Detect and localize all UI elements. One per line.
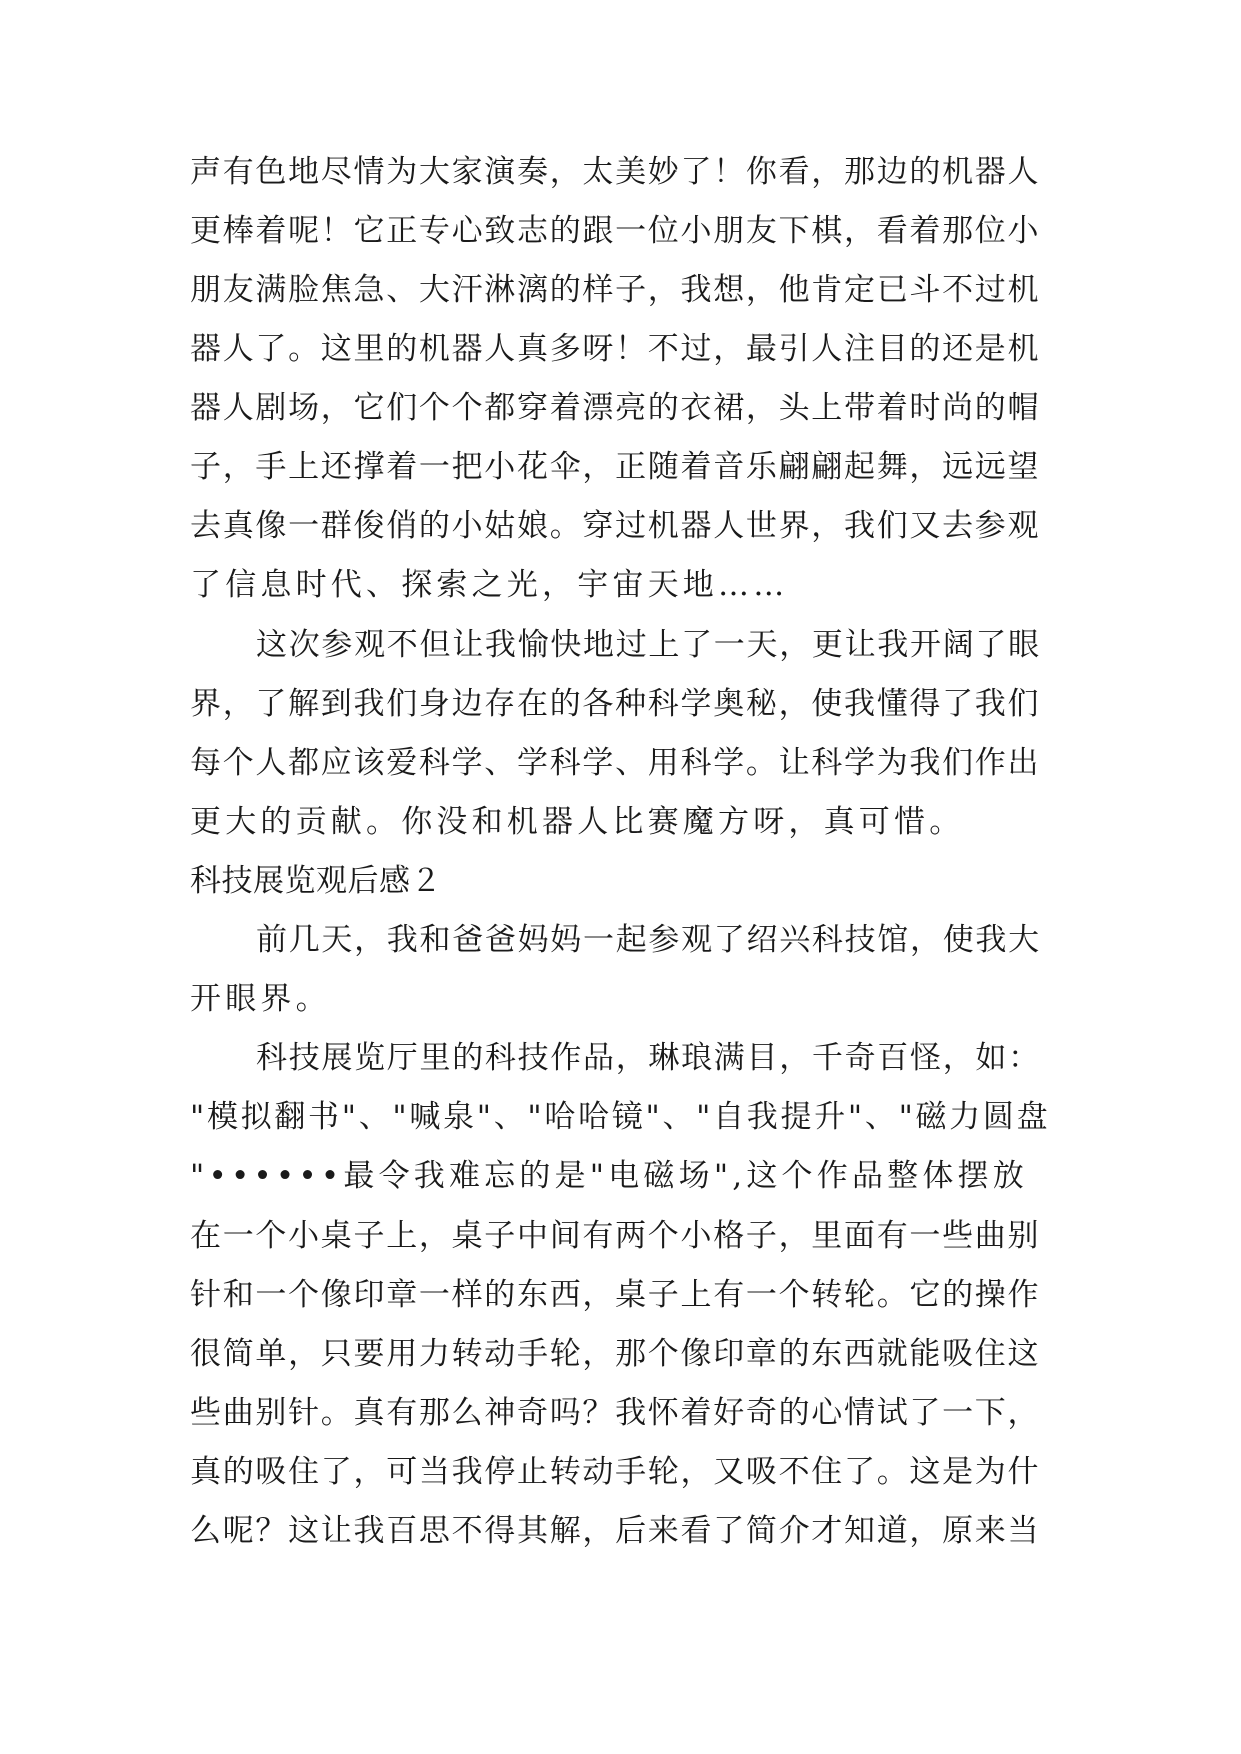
text-line: 针和一个像印章一样的东西，桌子上有一个转轮。它的操作 bbox=[190, 1277, 1041, 1313]
text-line: 每个人都应该爱科学、学科学、用科学。让科学为我们作出 bbox=[190, 745, 1041, 781]
text-line: "模拟翻书"、"喊泉"、"哈哈镜"、"自我提升"、"磁力圆盘 bbox=[190, 1099, 1051, 1135]
text-line: 更棒着呢！它正专心致志的跟一位小朋友下棋，看着那位小 bbox=[190, 213, 1041, 249]
text-line: 器人了。这里的机器人真多呀！不过，最引人注目的还是机 bbox=[190, 331, 1041, 367]
text-line: 界，了解到我们身边存在的各种科学奥秘，使我懂得了我们 bbox=[190, 686, 1041, 722]
text-line: 了信息时代、探索之光，宇宙天地…… bbox=[190, 567, 789, 603]
text-line: 真的吸住了，可当我停止转动手轮，又吸不住了。这是为什 bbox=[190, 1454, 1041, 1490]
text-line: 这次参观不但让我愉快地过上了一天，更让我开阔了眼 bbox=[256, 627, 1041, 663]
text-line: 开眼界。 bbox=[190, 981, 331, 1017]
text-line: 很简单，只要用力转动手轮，那个像印章的东西就能吸住这 bbox=[190, 1336, 1041, 1372]
text-line: 科技展览厅里的科技作品，琳琅满目，千奇百怪，如： bbox=[256, 1040, 1041, 1076]
text-line: "••••••最令我难忘的是"电磁场",这个作品整体摆放 bbox=[190, 1158, 1028, 1194]
text-line: 么呢？这让我百思不得其解，后来看了简介才知道，原来当 bbox=[190, 1513, 1041, 1549]
text-line: 前几天，我和爸爸妈妈一起参观了绍兴科技馆，使我大 bbox=[256, 922, 1041, 958]
text-line: 声有色地尽情为大家演奏，太美妙了！你看，那边的机器人 bbox=[190, 154, 1041, 190]
text-line: 器人剧场，它们个个都穿着漂亮的衣裙，头上带着时尚的帽 bbox=[190, 390, 1041, 426]
text-line: 更大的贡献。你没和机器人比赛魔方呀，真可惜。 bbox=[190, 804, 965, 840]
text-line: 子，手上还撑着一把小花伞，正随着音乐翩翩起舞，远远望 bbox=[190, 449, 1041, 485]
text-line: 在一个小桌子上，桌子中间有两个小格子，里面有一些曲别 bbox=[190, 1218, 1041, 1254]
text-line: 些曲别针。真有那么神奇吗？我怀着好奇的心情试了一下， bbox=[190, 1395, 1041, 1431]
text-line: 朋友满脸焦急、大汗淋漓的样子，我想，他肯定已斗不过机 bbox=[190, 272, 1041, 308]
text-line: 去真像一群俊俏的小姑娘。穿过机器人世界，我们又去参观 bbox=[190, 508, 1041, 544]
section-heading: 科技展览观后感２ bbox=[190, 863, 442, 899]
